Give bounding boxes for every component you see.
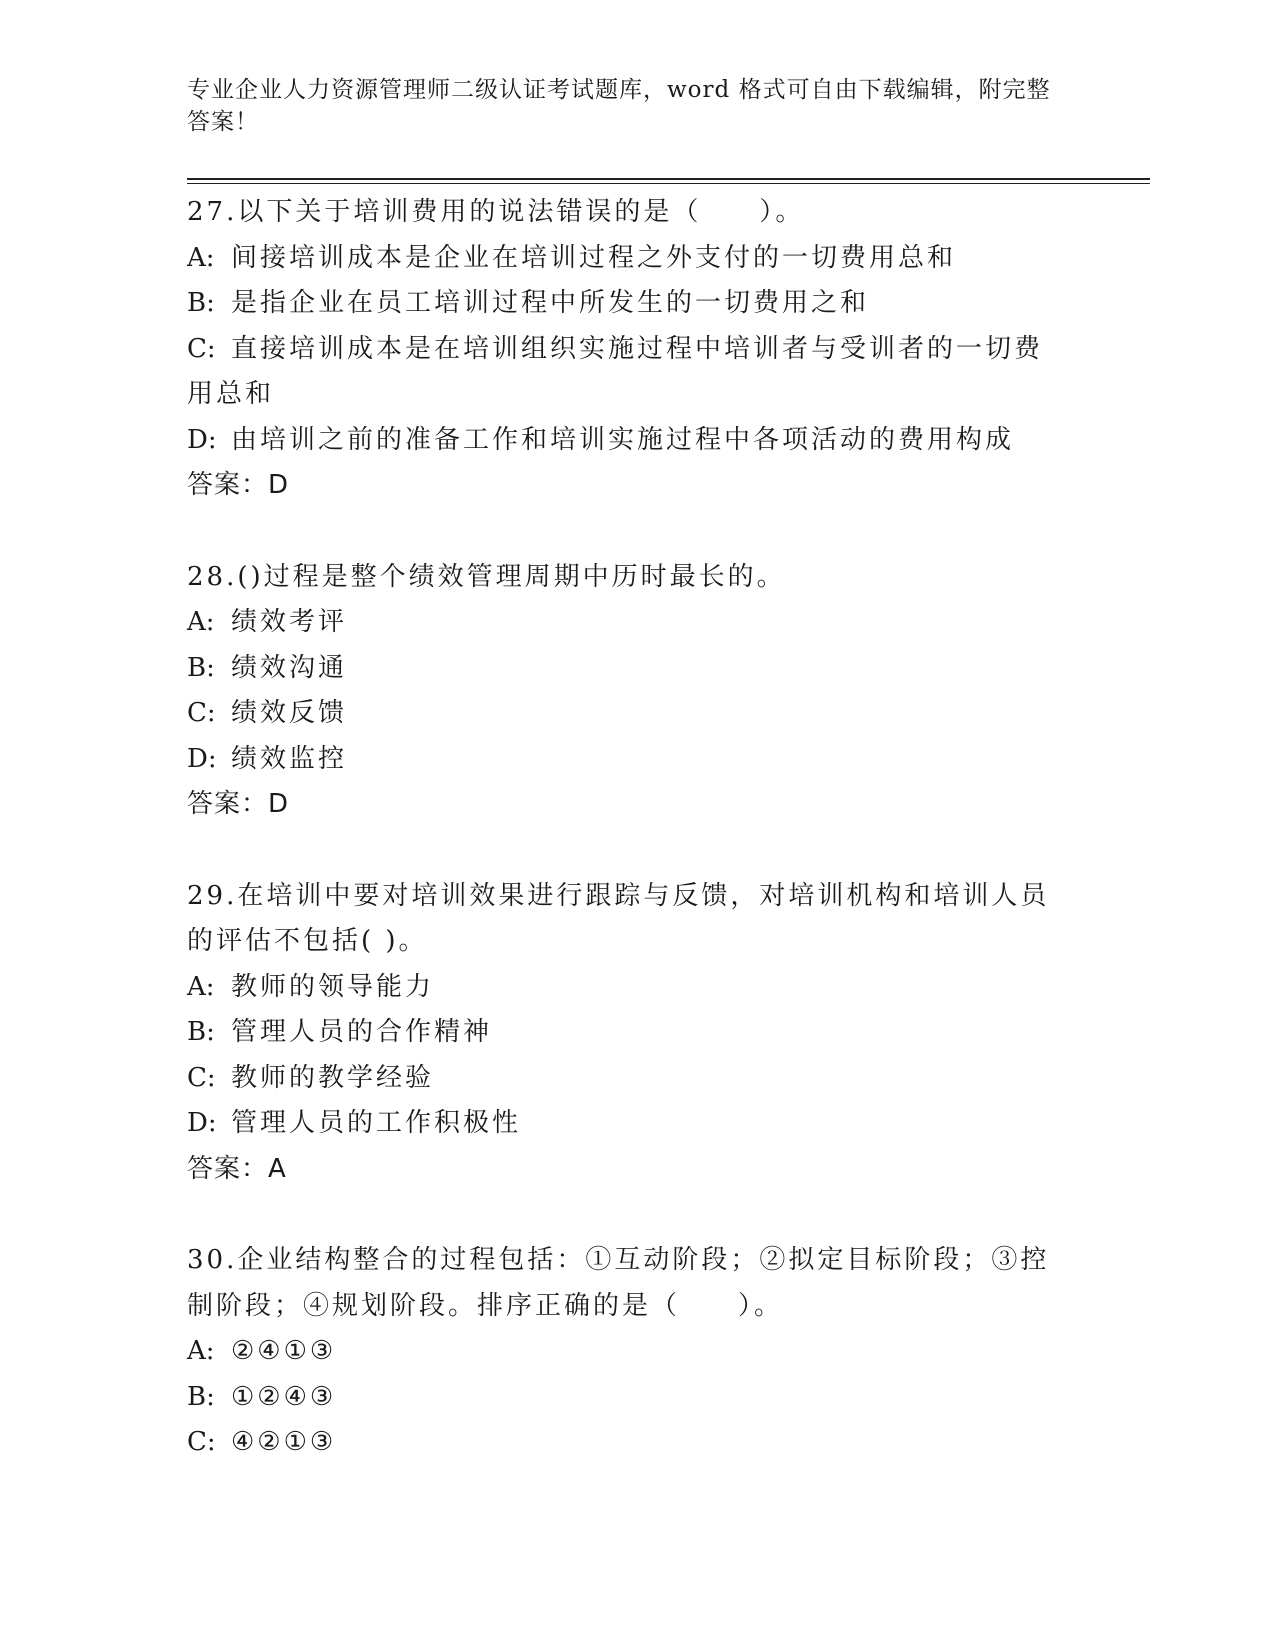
option-d	[187, 418, 1067, 464]
option-d	[187, 737, 1067, 783]
option-d	[187, 1101, 1067, 1147]
answer-label: 答案：D	[187, 470, 290, 500]
option-text: 管理人员的合作精神	[231, 1017, 493, 1047]
question-stem: 27.以下关于培训费用的说法错误的是（ ）。	[187, 197, 805, 227]
option-text: 绩效考评	[231, 607, 348, 637]
answer-label: 答案：D	[187, 789, 290, 819]
option-key: C:	[187, 1427, 216, 1457]
option-text: 间接培训成本是企业在培训过程之外支付的一切费用总和	[231, 242, 957, 273]
option-text: 绩效反馈	[231, 698, 348, 728]
option-c	[187, 1420, 1067, 1466]
option-text: 教师的领导能力	[231, 971, 435, 1002]
answer-label: 答案：A	[187, 1153, 287, 1184]
option-b	[187, 646, 1067, 692]
option-a	[187, 236, 1067, 282]
option-key: B:	[187, 652, 215, 683]
header-rule-thick	[187, 178, 1150, 180]
option-text: 教师的教学经验	[231, 1062, 435, 1093]
option-text: 由培训之前的准备工作和培训实施过程中各项活动的费用构成	[231, 424, 1015, 455]
option-text: 绩效沟通	[231, 652, 348, 683]
question-27	[187, 190, 1067, 509]
question-stem: 28.()过程是整个绩效管理周期中历时最长的。	[187, 561, 786, 592]
option-key: A:	[187, 607, 215, 637]
header-rule-thin	[187, 183, 1150, 184]
option-key: D:	[187, 1108, 217, 1138]
question-28	[187, 555, 1067, 828]
question-30	[187, 1238, 1067, 1466]
option-text: 管理人员的工作积极性	[231, 1108, 522, 1138]
option-text: 是指企业在员工培训过程中所发生的一切费用之和	[231, 288, 870, 318]
option-b	[187, 281, 1067, 327]
option-text: ①②④③	[231, 1381, 337, 1412]
option-key: B:	[187, 1017, 215, 1047]
option-key: A:	[187, 1336, 215, 1366]
page-header: 专业企业人力资源管理师二级认证考试题库，word 格式可自由下载编辑，附完整答案！	[187, 77, 1051, 135]
option-b	[187, 1375, 1067, 1421]
option-key: B:	[187, 288, 215, 318]
question-stem: 29.在培训中要对培训效果进行跟踪与反馈，对培训机构和培训人员的评估不包括( )。	[187, 880, 1050, 956]
option-key: C:	[187, 1062, 216, 1093]
option-a	[187, 600, 1067, 646]
question-list	[187, 190, 1067, 1512]
option-key: A:	[187, 971, 215, 1002]
option-key: A:	[187, 242, 215, 273]
option-key: D:	[187, 743, 217, 774]
option-text: ④②①③	[231, 1427, 337, 1457]
option-key: C:	[187, 698, 216, 728]
option-c	[187, 327, 1067, 418]
option-text: 直接培训成本是在培训组织实施过程中培训者与受训者的一切费用总和	[187, 333, 1044, 409]
option-c	[187, 1056, 1067, 1102]
question-29	[187, 874, 1067, 1193]
option-text: ②④①③	[231, 1336, 337, 1366]
question-stem: 30.企业结构整合的过程包括：①互动阶段；②拟定目标阶段；③控制阶段；④规划阶段。排序正确的是（ ）。	[187, 1245, 1050, 1321]
option-a	[187, 1329, 1067, 1375]
option-text: 绩效监控	[231, 743, 348, 774]
option-key: C:	[187, 333, 216, 364]
option-b	[187, 1010, 1067, 1056]
option-key: D:	[187, 424, 217, 455]
option-a	[187, 965, 1067, 1011]
option-c	[187, 691, 1067, 737]
option-key: B:	[187, 1381, 215, 1412]
